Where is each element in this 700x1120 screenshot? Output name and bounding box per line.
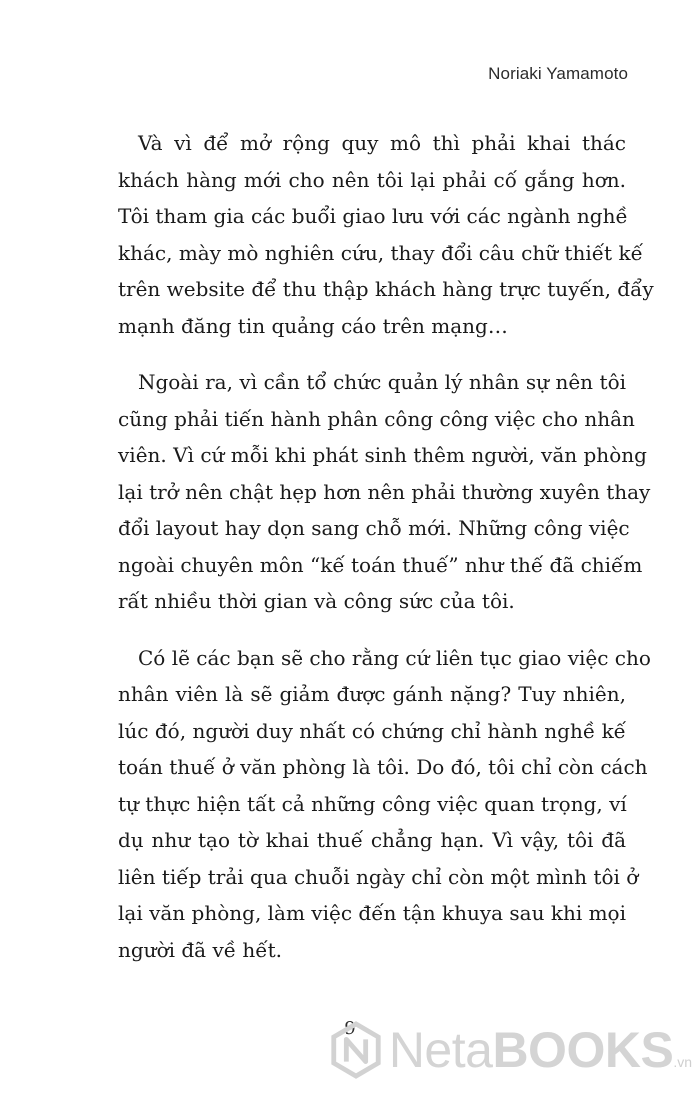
text-line: trên website để thu thập khách hàng trực tuyến, đẩy [118, 277, 654, 301]
text-line: Tôi tham gia các buổi giao lưu với các ngành nghề [118, 204, 628, 228]
text-line: lại văn phòng, làm việc đến tận khuya sau khi mọi [118, 901, 626, 925]
body-text [118, 125, 654, 988]
text-line: dụ như tạo tờ khai thuế chẳng hạn. Vì vậy, tôi đã [118, 828, 626, 852]
text-line: lúc đó, người duy nhất có chứng chỉ hành nghề kế [118, 718, 626, 743]
watermark-suffix: .vn [673, 1054, 692, 1070]
paragraph [118, 125, 654, 344]
text-line: lại trở nên chật hẹp hơn nên phải thường xuyên thay [118, 479, 651, 504]
paragraph-container [118, 125, 654, 968]
watermark-text [389, 1021, 692, 1079]
running-header-author: Noriaki Yamamoto [488, 64, 628, 83]
text-line: liên tiếp trải qua chuỗi ngày chỉ còn một mình tôi ở [118, 864, 639, 889]
page-number: 9 [344, 1018, 356, 1039]
text-line: Có lẽ các bạn sẽ cho rằng cứ liên tục giao việc cho [138, 645, 651, 670]
text-line: ngoài chuyên môn “kế toán thuế” như thế đã chiếm [118, 552, 643, 577]
paragraph [118, 364, 651, 620]
text-line: Và vì để mở rộng quy mô thì phải khai thác [138, 131, 626, 155]
text-line: mạnh đăng tin quảng cáo trên mạng… [118, 313, 508, 338]
netabooks-watermark [327, 1020, 692, 1080]
text-line: Ngoài ra, vì cần tổ chức quản lý nhân sự nên tôi [138, 370, 626, 394]
watermark-brand-part1: Neta [388, 1022, 493, 1078]
text-line: tự thực hiện tất cả những công việc quan trọng, ví [118, 791, 627, 816]
text-line: toán thuế ở văn phòng là tôi. Do đó, tôi chỉ còn cách [118, 755, 648, 779]
text-line: khác, mày mò nghiên cứu, thay đổi câu chữ thiết kế [118, 240, 643, 265]
text-line: đổi layout hay dọn sang chỗ mới. Những công việc [118, 516, 630, 540]
paragraph [118, 640, 651, 969]
text-line: khách hàng mới cho nên tôi lại phải cố gắng hơn. [118, 167, 626, 192]
watermark-brand-part2: BOOKS [492, 1022, 674, 1078]
text-line: người đã về hết. [118, 937, 282, 962]
text-line: nhân viên là sẽ giảm được gánh nặng? Tuy nhiên, [118, 682, 626, 706]
netabooks-logo-icon [327, 1021, 385, 1079]
text-line: rất nhiều thời gian và công sức của tôi. [118, 589, 515, 613]
text-line: viên. Vì cứ mỗi khi phát sinh thêm người, văn phòng [118, 443, 647, 467]
text-line: cũng phải tiến hành phân công công việc cho nhân [118, 406, 635, 431]
